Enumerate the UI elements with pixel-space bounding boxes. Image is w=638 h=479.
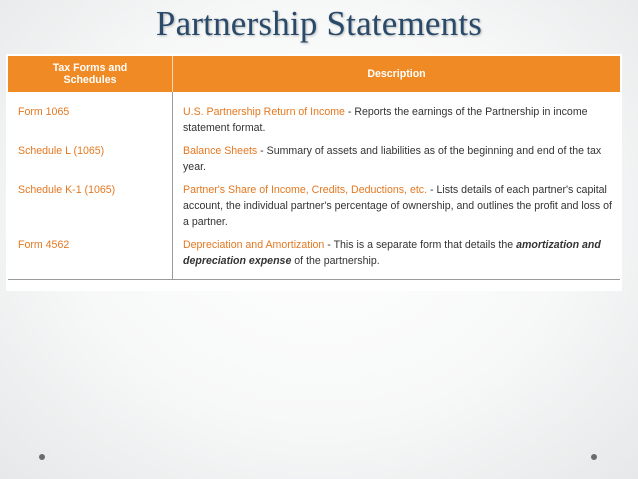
description-text: - Reports the earnings of the Partnership in income statement format. [183, 106, 588, 134]
form-name: Form 4562 [8, 230, 173, 280]
description-highlight: Partner's Share of Income, Credits, Deductions, etc. [183, 184, 428, 196]
header-tax-forms [8, 56, 173, 92]
tax-forms-table [6, 54, 622, 291]
form-name: Form 1065 [8, 92, 173, 136]
form-name: Schedule K-1 (1065) [8, 175, 173, 230]
form-name: Schedule L (1065) [8, 136, 173, 175]
description-text: - Lists details of each partner's capital account, the individual partner's percentage of ownership, and outlines the profit and loss of a partner. [183, 184, 612, 228]
form-description [173, 136, 621, 175]
description-highlight: U.S. Partnership Return of Income [183, 106, 345, 118]
description-text: - This is a separate form that details the [324, 239, 517, 251]
description-suffix: of the partnership. [291, 255, 380, 267]
form-description [173, 175, 621, 230]
table-row [8, 230, 620, 280]
form-description [173, 230, 621, 280]
table-row [8, 175, 620, 230]
header-description: Description [173, 56, 621, 92]
description-highlight: Balance Sheets [183, 145, 258, 157]
description-text: - Summary of assets and liabilities as of the beginning and end of the tax year. [183, 145, 602, 173]
description-highlight: Depreciation and Amortization [183, 239, 325, 251]
form-description [173, 92, 621, 136]
decorative-dot-left [39, 454, 45, 460]
decorative-dot-right [591, 454, 597, 460]
table-row [8, 136, 620, 175]
slide-title: Partnership Statements [155, 4, 483, 43]
description-emphasis: amortization and depreciation expense [183, 239, 601, 267]
header-tax-forms-label: Tax Forms and Schedules [52, 62, 128, 86]
table-row [8, 92, 620, 136]
